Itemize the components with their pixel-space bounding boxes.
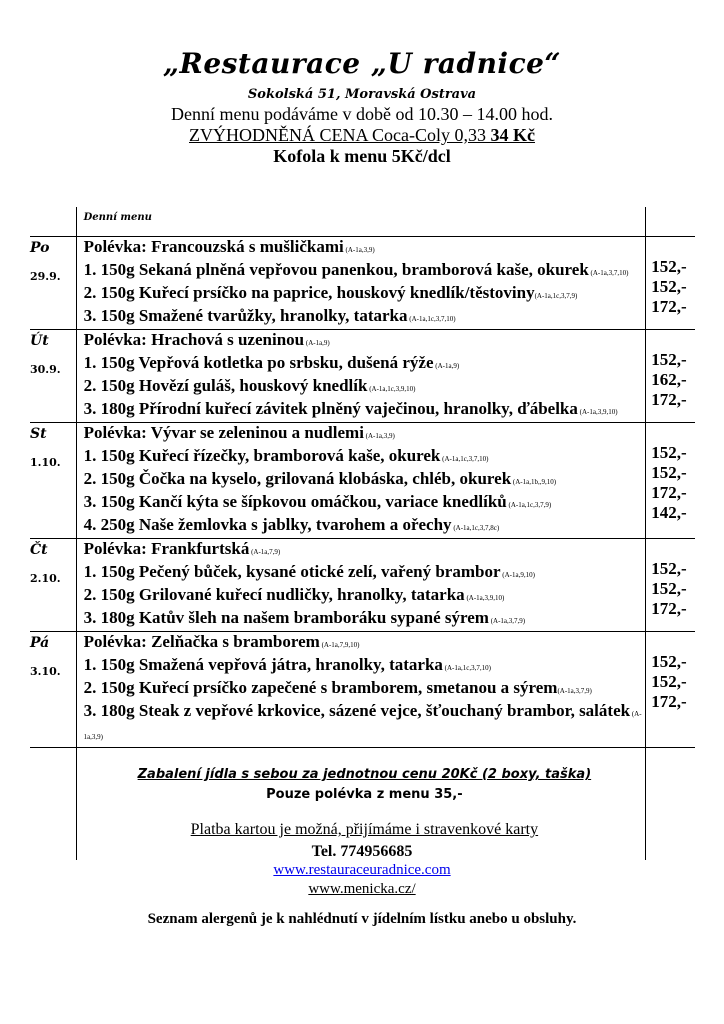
dish-line	[84, 701, 646, 747]
soup-line	[84, 632, 646, 655]
price-cell	[646, 330, 695, 423]
menu-header-label: Denní menu	[76, 207, 646, 237]
phone-number: Tel. 774956685	[311, 843, 413, 860]
dish-price: 172,-	[651, 297, 687, 316]
soup-line	[84, 330, 646, 353]
dish-allergens: (A-1a,9)	[433, 362, 460, 370]
dish-allergens: (A-1a,3,9,10)	[577, 408, 618, 416]
soup-line	[84, 539, 646, 562]
menu-days	[30, 237, 695, 748]
dish-price: 152,-	[651, 277, 687, 296]
dish-allergens: (A-1a,1c,3,7,9)	[506, 501, 552, 509]
dish-name: 1. 150g Sekaná plněná vepřovou panenkou, bramborová kaše, okurek	[83, 260, 589, 279]
day-row	[30, 330, 695, 423]
menicka-link[interactable]: www.menicka.cz/	[308, 881, 416, 897]
dish-line	[84, 260, 646, 283]
day-name: Út	[30, 333, 49, 349]
cola-promo	[0, 125, 724, 146]
website-link[interactable]: www.restauraceuradnice.com	[273, 862, 451, 878]
contact-block	[0, 842, 724, 929]
dish-price: 172,-	[651, 599, 687, 618]
day-name: St	[30, 426, 47, 442]
soup-name: Polévka: Francouzská s mušličkami	[83, 237, 344, 256]
dish-line	[84, 399, 646, 422]
dish-name: 3. 150g Smažené tvarůžky, hranolky, tatarka	[83, 306, 408, 325]
menu-header-row	[30, 207, 695, 237]
soup-name: Polévka: Frankfurtská	[83, 539, 250, 558]
restaurant-address: Sokolská 51, Moravská Ostrava	[247, 87, 477, 102]
dish-name: 2. 150g Grilované kuřecí nudličky, hranolky, tatarka	[83, 585, 465, 604]
allergen-note: Seznam alergenů je k nahlédnutí v jídelním lístku anebo u obsluhy.	[147, 911, 577, 927]
soup-line	[84, 423, 646, 446]
dish-line	[84, 655, 646, 678]
dish-allergens: (A-1a,9,10)	[500, 571, 535, 579]
dish-price: 172,-	[651, 390, 687, 409]
dish-allergens: (A-1a,3,7,9)	[557, 687, 592, 695]
dish-line	[84, 376, 646, 399]
dish-price: 152,-	[651, 350, 687, 369]
day-dishes	[76, 237, 646, 330]
day-date: 2.10.	[30, 572, 61, 585]
day-dishes	[76, 539, 646, 632]
dish-price: 172,-	[651, 483, 687, 502]
dish-line	[84, 585, 646, 608]
dish-line	[84, 492, 646, 515]
day-row	[30, 237, 695, 330]
dish-name: 2. 150g Čočka na kyselo, grilovaná klobáska, chléb, okurek	[83, 469, 512, 488]
dish-name: 3. 180g Přírodní kuřecí závitek plněný vaječinou, hranolky, ďábelka	[83, 399, 578, 418]
dish-name: 2. 150g Hovězí guláš, houskový knedlík	[83, 376, 368, 395]
dish-name: 1. 150g Pečený bůček, kysané otické zelí, vařený brambor	[83, 562, 501, 581]
dish-line	[84, 469, 646, 492]
dish-allergens: (A-1a,1c,3,7,8c)	[451, 524, 500, 532]
dish-price: 152,-	[651, 579, 687, 598]
price-cell	[646, 539, 695, 632]
dish-name: 3. 180g Katův šleh na našem bramboráku sypané sýrem	[83, 608, 489, 627]
day-dishes	[76, 423, 646, 539]
soup-name: Polévka: Vývar se zeleninou a nudlemi	[83, 423, 364, 442]
dish-price: 152,-	[651, 463, 687, 482]
packaging-note: Zabalení jídla s sebou za jednotnou cenu 20Kč (2 boxy, taška)	[137, 767, 592, 782]
day-date: 30.9.	[30, 363, 61, 376]
cola-promo-text: ZVÝHODNĚNÁ CENA Coca-Coly 0,33	[189, 125, 491, 145]
dish-price: 152,-	[651, 559, 687, 578]
dish-allergens: (A-1a,3,9,10)	[464, 594, 505, 602]
day-row	[30, 632, 695, 748]
day-cell	[30, 539, 76, 632]
dish-line	[84, 353, 646, 376]
dish-name: 3. 150g Kančí kýta se šípkovou omáčkou, variace knedlíků	[83, 492, 507, 511]
dish-allergens: (A-1a,1c,3,7,9)	[534, 292, 578, 300]
dish-allergens: (A-1a,1b,,9,10)	[511, 478, 557, 486]
dish-allergens: (A-1a,1c,3,9,10)	[367, 385, 416, 393]
day-name: Po	[30, 240, 50, 256]
soup-name: Polévka: Hrachová s uzeninou	[83, 330, 305, 349]
day-cell	[30, 423, 76, 539]
dish-line	[84, 608, 646, 631]
serving-hours: Denní menu podáváme v době od 10.30 – 14.00 hod.	[171, 104, 553, 124]
daily-menu-table	[30, 207, 695, 860]
dish-name: 4. 250g Naše žemlovka s jablky, tvarohem a ořechy	[83, 515, 452, 534]
dish-allergens: (A-1a,3,7,10)	[588, 269, 629, 277]
restaurant-title: „Restaurace „U radnice“	[162, 47, 562, 80]
dish-name: 1. 150g Vepřová kotletka po srbsku, dušená rýže	[83, 353, 434, 372]
dish-price: 152,-	[651, 257, 687, 276]
soup-only-price: Pouze polévka z menu 35,-	[266, 787, 463, 802]
dish-line	[84, 306, 646, 329]
card-payment-note: Platba kartou je možná, přijímáme i stravenkové karty	[190, 821, 539, 838]
dish-name: 2. 150g Kuřecí prsíčko na paprice, houskový knedlík/těstoviny	[83, 283, 535, 302]
soup-allergens: (A-1a,7,9,10)	[319, 641, 360, 649]
day-dishes	[76, 330, 646, 423]
dish-line	[84, 562, 646, 585]
soup-allergens: (A-1a,3,9)	[363, 432, 395, 440]
day-date: 1.10.	[30, 456, 61, 469]
dish-price: 172,-	[651, 692, 687, 711]
dish-price: 152,-	[651, 672, 687, 691]
price-cell	[646, 237, 695, 330]
dish-line	[84, 678, 646, 701]
page-header	[0, 46, 724, 167]
soup-name: Polévka: Zelňačka s bramborem	[83, 632, 320, 651]
soup-allergens: (A-1a,7,9)	[249, 548, 281, 556]
dish-price: 142,-	[651, 503, 687, 522]
day-row	[30, 539, 695, 632]
cola-promo-price: 34 Kč	[490, 125, 535, 145]
dish-allergens: (A-1a,3,7,9)	[488, 617, 526, 625]
price-cell	[646, 632, 695, 748]
dish-allergens: (A-1a,3,9)	[83, 710, 642, 741]
day-date: 29.9.	[30, 270, 61, 283]
dish-name: 1. 150g Smažená vepřová játra, hranolky, tatarka	[83, 655, 443, 674]
dish-allergens: (A-1a,1c,3,7,10)	[440, 455, 489, 463]
soup-allergens: (A-1a,9)	[304, 339, 330, 347]
day-cell	[30, 237, 76, 330]
day-cell	[30, 632, 76, 748]
dish-name: 2. 150g Kuřecí prsíčko zapečené s bramborem, smetanou a sýrem	[83, 678, 558, 697]
dish-line	[84, 446, 646, 469]
dish-name: 3. 180g Steak z vepřové krkovice, sázené vejce, šťouchaný brambor, salátek	[83, 701, 631, 720]
soup-allergens: (A-1a,3,9)	[343, 246, 375, 254]
day-row	[30, 423, 695, 539]
day-name: Čt	[30, 542, 48, 558]
day-dishes	[76, 632, 646, 748]
day-cell	[30, 330, 76, 423]
dish-price: 162,-	[651, 370, 687, 389]
day-date: 3.10.	[30, 665, 61, 678]
dish-allergens: (A-1a,1c,3,7,10)	[407, 315, 456, 323]
price-cell	[646, 423, 695, 539]
kofola-note: Kofola k menu 5Kč/dcl	[273, 146, 451, 166]
day-name: Pá	[30, 635, 50, 651]
dish-line	[84, 283, 646, 306]
dish-price: 152,-	[651, 443, 687, 462]
dish-price: 152,-	[651, 652, 687, 671]
dish-line	[84, 515, 646, 538]
soup-line	[84, 237, 646, 260]
dish-name: 1. 150g Kuřecí řízečky, bramborová kaše, okurek	[83, 446, 441, 465]
dish-allergens: (A-1a,1c,3,7,10)	[442, 664, 491, 672]
day-column-header	[30, 207, 76, 237]
price-column-header	[646, 207, 695, 237]
